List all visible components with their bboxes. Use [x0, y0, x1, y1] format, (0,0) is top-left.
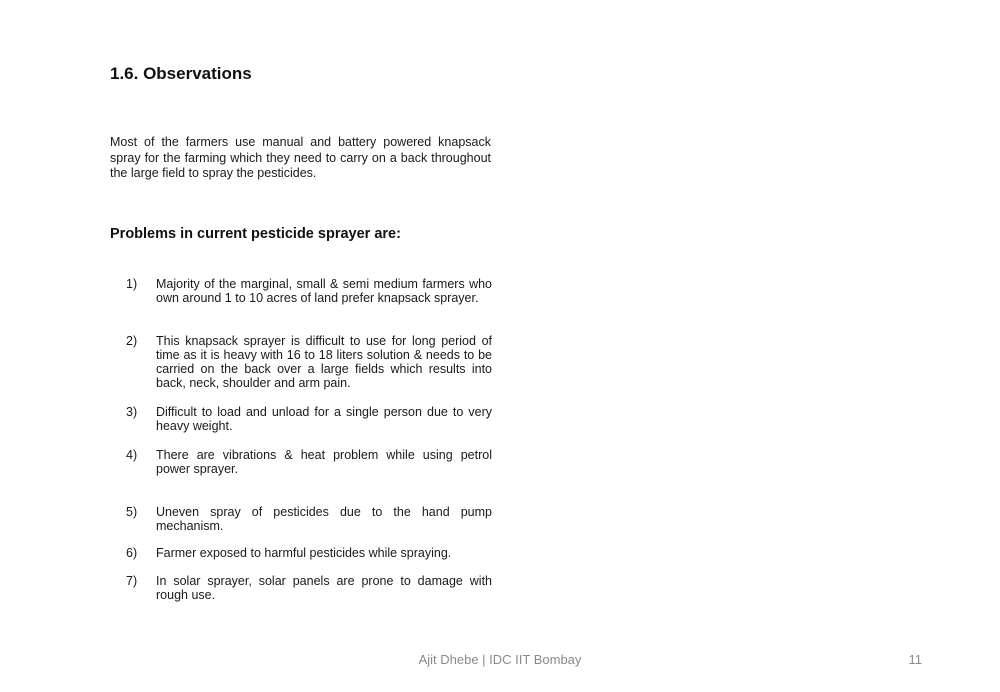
problem-text: There are vibrations & heat problem while using petrol power sprayer. [156, 448, 492, 476]
problem-number: 4) [126, 448, 138, 462]
problem-text: Difficult to load and unload for a single person due to very heavy weight. [156, 405, 492, 433]
problem-item-5 [126, 505, 492, 533]
problem-number: 3) [126, 405, 138, 419]
problem-text: Farmer exposed to harmful pesticides while spraying. [156, 546, 452, 560]
problem-text: Majority of the marginal, small & semi medium farmers who own around 1 to 10 acres of land prefer knapsack sprayer. [156, 277, 492, 305]
problem-number: 6) [126, 546, 138, 560]
problem-text: Uneven spray of pesticides due to the hand pump mechanism. [156, 505, 492, 533]
footer-credit: Ajit Dhebe | IDC IIT Bombay [418, 652, 582, 667]
problem-item-3 [126, 405, 492, 433]
problem-number: 7) [126, 574, 138, 588]
problem-number: 1) [126, 277, 138, 291]
problem-text: In solar sprayer, solar panels are prone to damage with rough use. [156, 574, 492, 602]
problem-text: This knapsack sprayer is difficult to use for long period of time as it is heavy with 16 to 18 liters solution & needs to be carried on the back over a large fields which results into back, neck, shoulder and arm pain. [156, 334, 492, 390]
problem-number: 2) [126, 334, 138, 348]
problem-item-7 [126, 574, 492, 602]
problems-heading: Problems in current pesticide sprayer are: [110, 226, 401, 242]
page-number: 11 [908, 652, 922, 667]
problem-item-2 [126, 334, 492, 390]
section-title: 1.6. Observations [110, 64, 252, 83]
problem-number: 5) [126, 505, 138, 519]
intro-paragraph: Most of the farmers use manual and battery powered knapsack spray for the farming which they need to carry on a back throughout the large field to spray the pesticides. [110, 135, 491, 180]
problem-item-4 [126, 448, 492, 476]
problem-item-6 [126, 546, 492, 560]
problem-item-1 [126, 277, 492, 305]
